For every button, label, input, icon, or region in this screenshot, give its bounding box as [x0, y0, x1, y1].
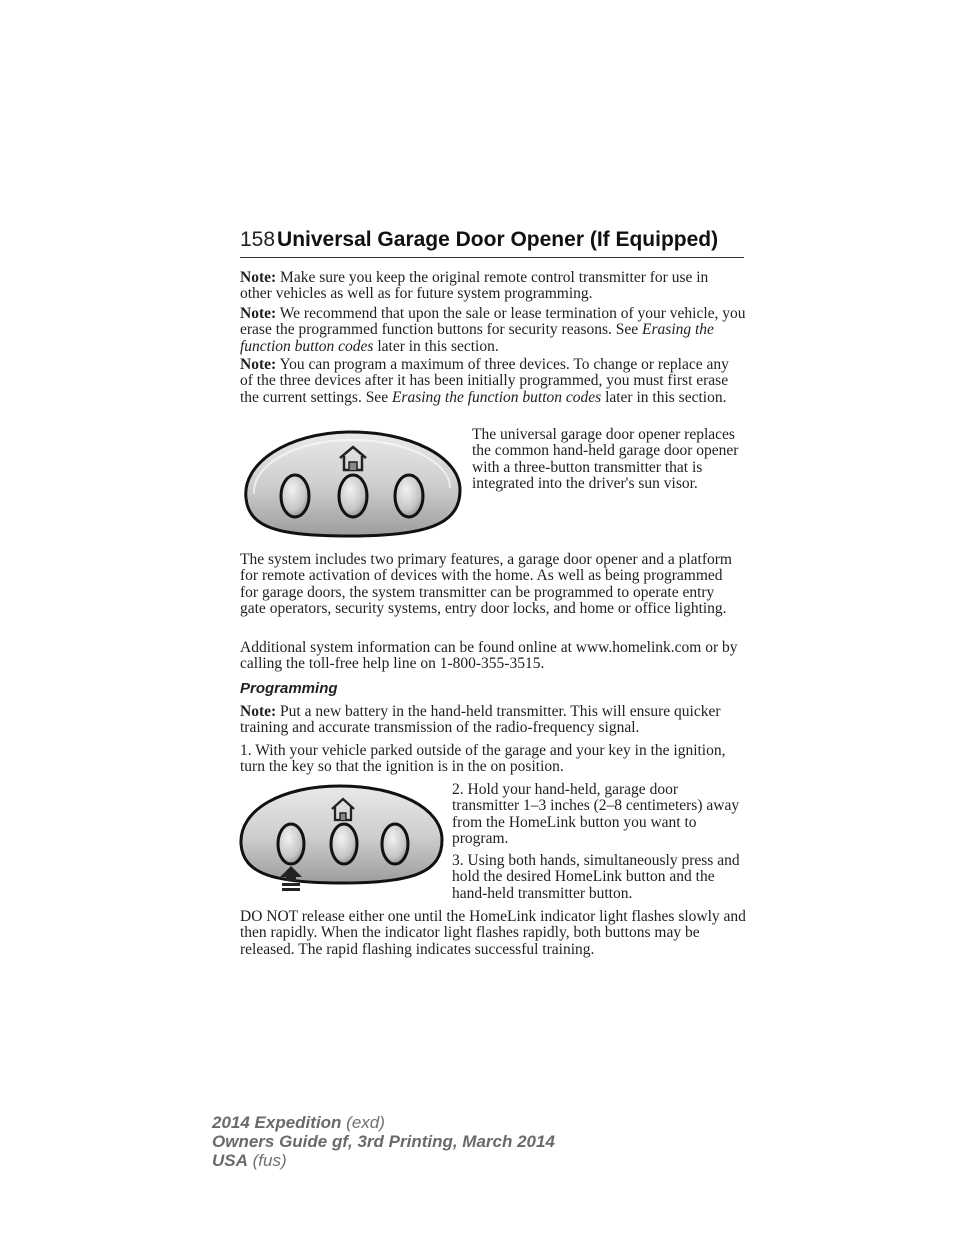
page-header: [240, 228, 744, 252]
programming-note: [240, 704, 740, 737]
note-3: [240, 357, 734, 406]
footer-edition: Owners Guide gf, 3rd Printing, March 2014: [212, 1132, 555, 1151]
transmitter-button-3: [395, 475, 423, 517]
step-2: 2. Hold your hand-held, garage door transmitter 1–3 inches (2–8 centimeters) away from the HomeLink button you want to program.: [452, 781, 740, 848]
transmitter-button-2: [339, 475, 367, 517]
note-text: Put a new battery in the hand-held transmitter. This will ensure quicker training and accurate transmission of the radio-frequency signal.: [240, 703, 721, 737]
footer-market: USA: [212, 1151, 248, 1170]
closing-paragraph: DO NOT release either one until the HomeLink indicator light flashes slowly and then rapidly. When the indicator light flashes rapidly, both buttons may be released. The rapid flashing indicates successful training.: [240, 908, 746, 958]
page-number: 158: [240, 228, 276, 251]
footer-model-code: (exd): [346, 1113, 385, 1132]
footer-line-3: [212, 1151, 287, 1170]
transmitter-button-1: [278, 824, 304, 864]
note-text: You can program a maximum of three devices. To change or replace any of the three devices after it has been initially programmed, you must first erase the current settings. See: [240, 356, 729, 406]
cross-reference: Erasing the function button codes: [240, 321, 714, 355]
footer-market-code: (fus): [252, 1151, 287, 1170]
note-1: [240, 270, 740, 303]
note-label: Note:: [240, 269, 277, 286]
page-title: Universal Garage Door Opener (If Equipped): [277, 228, 719, 251]
programming-heading: Programming: [240, 680, 338, 697]
step-1: 1. With your vehicle parked outside of the garage and your key in the ignition, turn the key so that the ignition is in the on position.: [240, 742, 726, 776]
paragraph-features: The system includes two primary features, a garage door opener and a platform for remote activation of devices with the home. As well as being programmed for garage doors, the system transmitter can be programmed to operate entry gate operators, security systems, entry door locks, and home or office lighting.: [240, 551, 732, 618]
transmitter-button-1: [281, 475, 309, 517]
footer-model: 2014 Expedition: [212, 1113, 342, 1132]
homelink-transmitter-illustration: [238, 428, 464, 540]
note-label: Note:: [240, 356, 277, 373]
note-label: Note:: [240, 305, 277, 322]
cross-reference: Erasing the function button codes: [391, 388, 602, 406]
footer-line-2: [212, 1132, 555, 1151]
footer-line-1: [212, 1113, 385, 1132]
note-text: Make sure you keep the original remote control transmitter for use in other vehicles as well as for future system programming.: [240, 269, 709, 303]
transmitter-button-2: [331, 824, 357, 864]
intro-side-text: The universal garage door opener replaces the common hand-held garage door opener with a three-button transmitter that is integrated into the driver's sun visor.: [472, 426, 739, 493]
note-text: later in this section.: [377, 337, 499, 355]
note-text: We recommend that upon the sale or lease termination of your vehicle, you erase the programmed function buttons for security reasons. See: [240, 305, 746, 339]
note-label: Note:: [240, 703, 277, 720]
homelink-transmitter-illustration-with-arrow: [238, 784, 444, 894]
header-rule: [240, 257, 744, 258]
note-2: [240, 306, 746, 355]
paragraph-additional-info: Additional system information can be found online at www.homelink.com or by calling the toll-free help line on 1-800-355-3515.: [240, 639, 738, 673]
transmitter-button-3: [382, 824, 408, 864]
step-3: 3. Using both hands, simultaneously press and hold the desired HomeLink button and the hand-held transmitter button.: [452, 852, 740, 902]
note-text: later in this section.: [605, 388, 727, 406]
